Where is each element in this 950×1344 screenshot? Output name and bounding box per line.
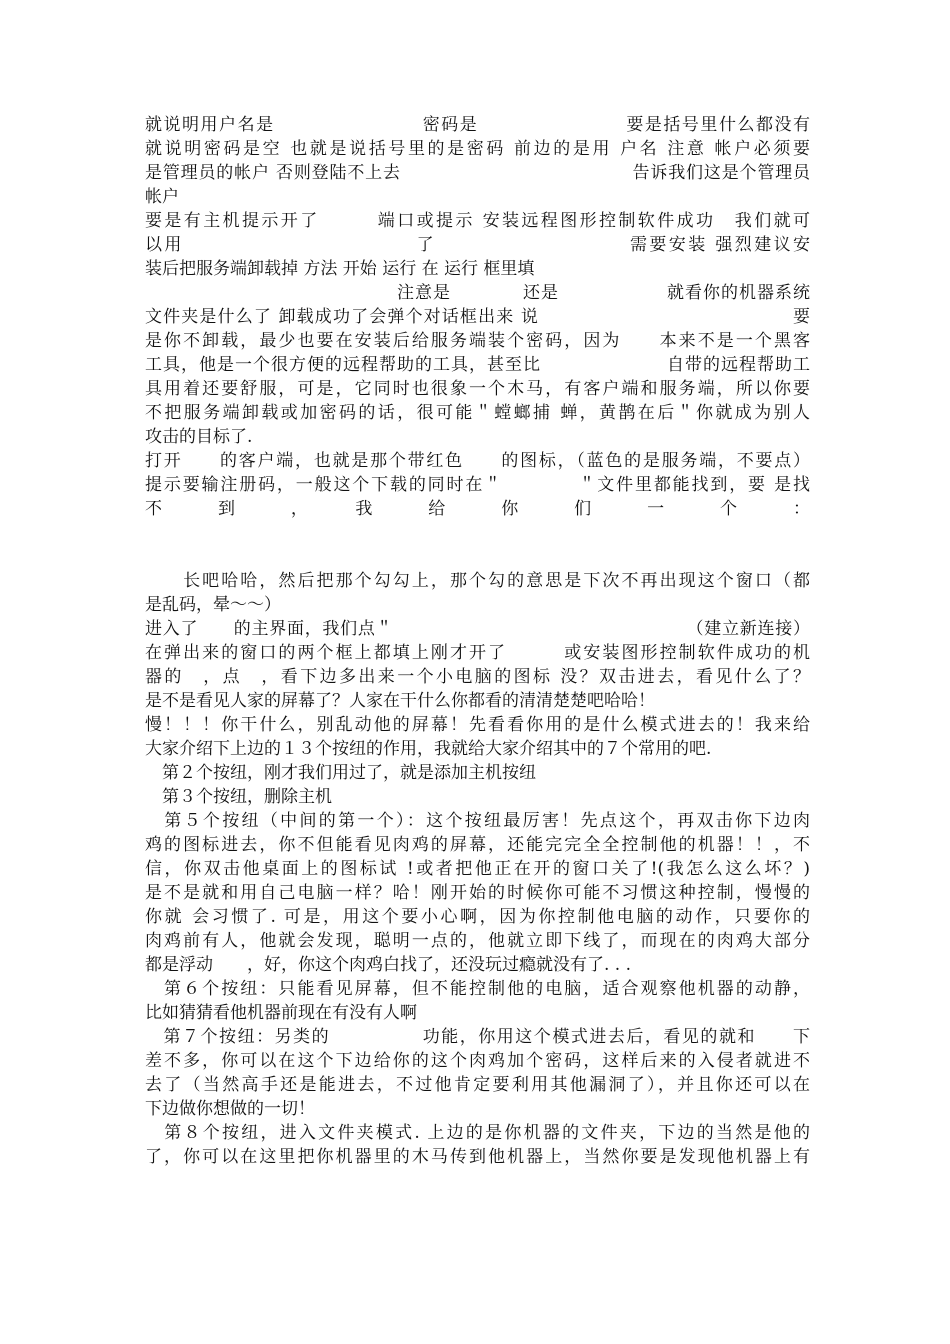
text-line: 要是有主机提示开了 端口或提示 安装远程图形控制软件成功 我们就可 [145,211,810,231]
text-line: 不把服务端卸载或加密码的话，很可能＂螳螂捕 蝉，黄鹊在后＂你就成为别人 [145,403,810,423]
text-line: 以用 了 需要安装 强烈建议安 [145,235,810,255]
text-line: 是不是看见人家的屏幕了？人家在干什么你都看的清清楚楚吧哈哈！ [145,691,655,711]
text-line: 打开 的客户端，也就是那个带红色 的图标，（蓝色的是服务端，不要点） [145,451,810,471]
text-line: 长吧哈哈，然后把那个勾勾上，那个勾的意思是下次不再出现这个窗口（都 [145,571,810,591]
text-line: 就说明用户名是 密码是 要是括号里什么都没有 [145,115,810,135]
text-line: 注意是 还是 就看你的机器系统 [145,283,810,303]
text-line: 器的 ，点 ，看下边多出来一个小电脑的图标 没？双击进去，看见什么了？ [145,667,810,687]
text-line: 是你不卸载，最少也要在安装后给服务端装个密码，因为 本来不是一个黑客 [145,331,810,351]
text-line: 你就 会习惯了. 可是，用这个要小心啊，因为你控制他电脑的动作，只要你的 [145,907,810,927]
text-line: 比如猜猜看他机器前现在有没有人啊 [145,1003,417,1023]
text-line: 肉鸡前有人，他就会发现，聪明一点的，他就立即下线了，而现在的肉鸡大部分 [145,931,810,951]
text-line: 工具，他是一个很方便的远程帮助的工具，甚至比 自带的远程帮助工 [145,355,810,375]
text-line: 大家介绍下上边的１３个按纽的作用，我就给大家介绍其中的７个常用的吧. [145,739,712,759]
text-line: 信，你双击他桌面上的图标试 !或者把他正在开的窗口关了!(我怎么这么坏？) [145,859,810,879]
text-line: 提示要输注册码，一般这个下载的同时在＂ ＂文件里都能找到，要 是找 [145,475,810,495]
text-line: 是不是就和用自己电脑一样？哈！刚开始的时候你可能不习惯这种控制，慢慢的 [145,883,810,903]
text-line: 下边做你想做的一切！ [145,1099,315,1119]
text-line: 帐户 [145,187,179,207]
text-line: 慢！！！你干什么，别乱动他的屏幕！先看看你用的是什么模式进去的！我来给 [145,715,810,735]
text-line: 攻击的目标了. [145,427,253,447]
text-line: 都是浮动 ，好，你这个肉鸡白找了，还没玩过瘾就没有了. . . [145,955,632,975]
text-line: 了，你可以在这里把你机器里的木马传到他机器上，当然你要是发现他机器上有 [145,1147,810,1167]
text-line: 第５个按纽（中间的第一个）：这个按纽最厉害！先点这个，再双击你下边肉 [145,811,810,831]
text-line: 第３个按纽，删除主机 [145,787,332,807]
text-line: 文件夹是什么了 卸载成功了会弹个对话框出来 说 要 [145,307,810,327]
text-line: 在弹出来的窗口的两个框上都填上刚才开了 或安装图形控制软件成功的机 [145,643,810,663]
text-line: 就说明密码是空 也就是说括号里的是密码 前边的是用 户名 注意 帐户必须要 [145,139,810,159]
text-line: 去了（当然高手还是能进去，不过他肯定要利用其他漏洞了），并且你还可以在 [145,1075,810,1095]
text-line: 差不多，你可以在这个下边给你的这个肉鸡加个密码，这样后来的入侵者就进不 [145,1051,810,1071]
text-line: 具用着还要舒服，可是，它同时也很象一个木马，有客户端和服务端，所以你要 [145,379,810,399]
text-line: 鸡的图标进去，你不但能看见肉鸡的屏幕，还能完完全全控制他的机器！！，不 [145,835,810,855]
text-line: 第７个按纽：另类的 功能，你用这个模式进去后，看见的就和 下 [145,1027,810,1047]
text-line: 第８个按纽，进入文件夹模式. 上边的是你机器的文件夹，下边的当然是他的 [145,1123,810,1143]
text-line: 第６个按纽：只能看见屏幕，但不能控制他的电脑，适合观察他机器的动静， [145,979,810,999]
text-line: 是管理员的帐户 否则登陆不上去 告诉我们这是个管理员 [145,163,810,183]
text-line: 装后把服务端卸载掉 方法 开始 运行 在 运行 框里填 [145,259,535,279]
text-line: 不 到 ， 我 给 你 们 一 个 ： [145,499,810,519]
text-line: 第２个按纽，刚才我们用过了，就是添加主机按纽 [145,763,536,783]
text-line: 是乱码，晕～～） [145,595,281,615]
text-line: 进入了 的主界面，我们点＂ （建立新连接） [145,619,810,639]
